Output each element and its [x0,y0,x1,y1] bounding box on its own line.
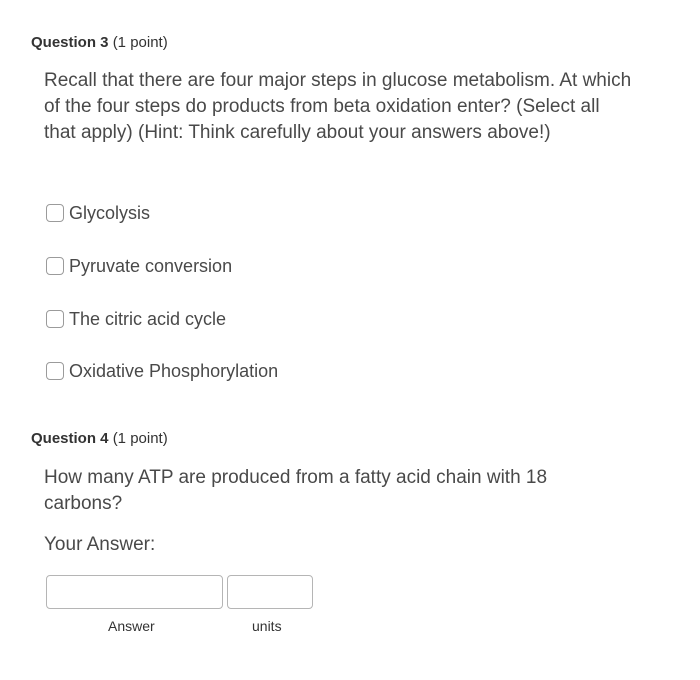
question-4-prompt: How many ATP are produced from a fatty acid chain with 18 carbons? [44,467,548,514]
units-input[interactable] [227,575,313,609]
question-3-title: Question 3 [31,34,109,51]
option-pyruvate-conversion[interactable] [46,255,232,277]
option-glycolysis[interactable] [46,202,150,224]
question-4-header [31,430,168,447]
checkbox-icon[interactable] [46,362,64,380]
checkbox-icon[interactable] [46,204,64,222]
option-label: Glycolysis [69,202,151,223]
units-caption: units [252,618,282,634]
checkbox-icon[interactable] [46,310,64,328]
option-label: The citric acid cycle [69,308,227,329]
checkbox-icon[interactable] [46,257,64,275]
option-oxidative-phosphorylation[interactable] [46,360,278,382]
option-citric-acid-cycle[interactable] [46,308,226,330]
question-3-header [31,34,168,51]
question-4-title: Question 4 [31,430,109,447]
option-label: Oxidative Phosphorylation [69,360,279,381]
your-answer-label: Your Answer: [44,534,156,555]
question-3-points: (1 point) [112,34,168,51]
option-label: Pyruvate conversion [69,255,233,276]
answer-input[interactable] [46,575,223,609]
question-3-prompt: Recall that there are four major steps in glucose metabolism. At which of the four steps do products from beta oxidation enter? (Select all that apply) (Hint: Think carefully about your answers above!) [44,70,632,143]
question-4-points: (1 point) [112,430,168,447]
answer-caption: Answer [108,618,155,634]
